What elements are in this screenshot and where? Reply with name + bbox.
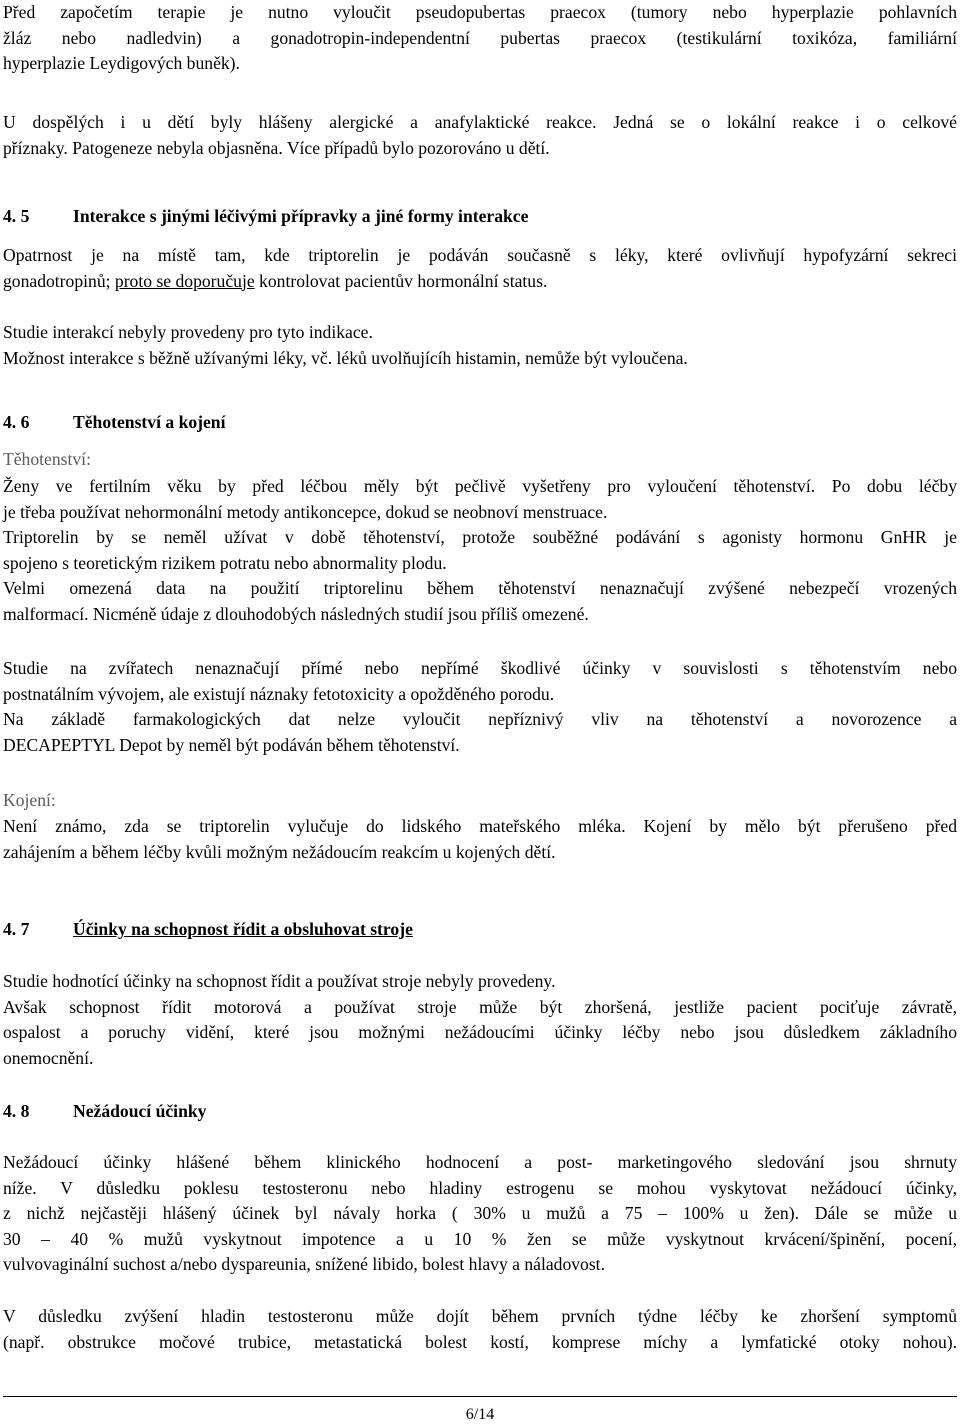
intro-paragraph-2 — [3, 110, 957, 161]
subheading-pregnancy: Těhotenství: — [3, 449, 91, 469]
section-title: Těhotenství a kojení — [73, 412, 226, 432]
text-line: malformací. Nicméně údaje z dlouhodobých následných studií jsou příliš omezené. — [3, 603, 589, 624]
section-heading-4-6 — [3, 410, 226, 436]
text-run: kontrolovat pacientův hormonální status. — [254, 270, 548, 291]
section-number: 4. 7 — [3, 919, 30, 939]
section-number: 4. 5 — [3, 206, 30, 226]
text-line: Na základě farmakologických dat nelze vyloučit nepříznivý vliv na těhotenství a novorozence a — [3, 709, 957, 730]
text-line: Triptorelin by se neměl užívat v době těhotenství, protože souběžné podávání s agonisty hormonu GnHR je — [3, 527, 957, 548]
text-line: U dospělých i u dětí byly hlášeny alergické a anafylaktické reakce. Jedná se o lokální reakce i o celkové — [3, 112, 957, 132]
intro-paragraph-1 — [3, 0, 957, 77]
section-heading-4-5 — [3, 204, 528, 230]
text-run: gonadotropinů; — [3, 270, 115, 291]
section-number: 4. 8 — [3, 1101, 30, 1121]
text-line: Ženy ve fertilním věku by před léčbou měly být pečlivě vyšetřeny pro vyloučení těhotenství. Po dobu léčby — [3, 476, 957, 496]
adverse-effects-paragraph-1 — [3, 1150, 957, 1278]
section-heading-4-8 — [3, 1099, 206, 1125]
text-line: DECAPEPTYL Depot by neměl být podáván během těhotenství. — [3, 734, 460, 755]
text-line: Velmi omezená data na použití triptorelinu během těhotenství nenaznačují zvýšené nebezpečí vrozených — [3, 578, 957, 599]
page-number: 6/14 — [465, 1406, 495, 1423]
text-line: V důsledku zvýšení hladin testosteronu může dojít během prvních týdne léčby ke zhoršení symptomů — [3, 1306, 957, 1326]
lactation-paragraph — [3, 814, 957, 865]
animal-studies-paragraph — [3, 656, 957, 758]
text-line: Studie na zvířatech nenaznačují přímé nebo nepřímé škodlivé účinky v souvislosti s těhotenstvím nebo — [3, 658, 957, 678]
interaction-paragraph-1 — [3, 243, 957, 294]
text-line: (např. obstrukce močové trubice, metastatická bolest kostí, komprese míchy a lymfatické otoky nohou). — [3, 1331, 957, 1352]
text-line: žláz nebo nadledvin) a gonadotropin-independentní pubertas praecox (testikulární toxikóza, familiární — [3, 27, 957, 48]
text-line: hyperplazie Leydigových buněk). — [3, 53, 240, 74]
text-line: níže. V důsledku poklesu testosteronu nebo hladiny estrogenu se mohou vyskytovat nežádoucí účinky, — [3, 1177, 957, 1198]
text-line: Nežádoucí účinky hlášené během klinického hodnocení a post- marketingového sledování jsou shrnuty — [3, 1152, 957, 1172]
text-line: z nichž nejčastěji hlášený účinek byl návaly horka ( 30% u mužů a 75 – 100% u žen). Dále se může u — [3, 1203, 957, 1224]
text-line: je třeba používat nehormonální metody antikoncepce, dokud se neobnoví menstruace. — [3, 501, 608, 522]
text-line — [3, 269, 957, 295]
text-line: postnatálním vývojem, ale existují náznaky fetotoxicity a opožděného porodu. — [3, 683, 555, 704]
text-line: zahájením a během léčby kvůli možným nežádoucím reakcím u kojených dětí. — [3, 841, 556, 862]
text-line: onemocnění. — [3, 1047, 94, 1068]
text-line: Studie interakcí nebyly provedeny pro tyto indikace. — [3, 322, 373, 342]
text-line: Studie hodnotící účinky na schopnost řídit a používat stroje nebyly provedeny. — [3, 971, 556, 991]
driving-paragraph — [3, 969, 957, 1071]
text-line: Není známo, zda se triptorelin vylučuje do lidského mateřského mléka. Kojení by mělo být přerušeno před — [3, 816, 957, 836]
pregnancy-paragraph — [3, 474, 957, 628]
text-line: Možnost interakce s běžně užívanými léky, vč. léků uvolňujícíh histamin, nemůže být vyloučena. — [3, 347, 688, 368]
section-title: Účinky na schopnost řídit a obsluhovat stroje — [73, 919, 413, 939]
text-line: 30 – 40 % mužů vyskytnout impotence a u 10 % žen se může vyskytnout krvácení/špinění, pocení, — [3, 1228, 957, 1249]
section-title: Interakce s jinými léčivými přípravky a jiné formy interakce — [73, 206, 529, 226]
adverse-effects-paragraph-2 — [3, 1304, 957, 1355]
text-line: Před započetím terapie je nutno vyloučit pseudopubertas praecox (tumory nebo hyperplazie pohlavních — [3, 2, 957, 22]
subheading-lactation: Kojení: — [3, 790, 56, 810]
interaction-paragraph-2 — [3, 320, 957, 371]
section-heading-4-7 — [3, 917, 413, 943]
footer-divider — [3, 1396, 957, 1397]
underlined-text: proto se doporučuje — [114, 270, 255, 291]
section-title: Nežádoucí účinky — [73, 1101, 207, 1121]
text-line: Opatrnost je na místě tam, kde triptorelin je podáván současně s léky, které ovlivňují hypofyzární sekreci — [3, 245, 957, 265]
text-line: ospalost a poruchy vidění, které jsou možnými nežádoucími účinky léčby nebo jsou důsledkem základního — [3, 1022, 957, 1043]
text-line: vulvovaginální suchost a/nebo dyspareunia, snížené libido, bolest hlavy a náladovost. — [3, 1254, 605, 1275]
text-line: příznaky. Patogeneze nebyla objasněna. Více případů bylo pozorováno u dětí. — [3, 137, 550, 158]
text-line: spojeno s teoretickým rizikem potratu nebo abnormality plodu. — [3, 552, 447, 573]
text-line: Avšak schopnost řídit motorová a používat stroje může být zhoršená, jestliže pacient pociťuje závratě, — [3, 996, 957, 1017]
section-number: 4. 6 — [3, 412, 30, 432]
